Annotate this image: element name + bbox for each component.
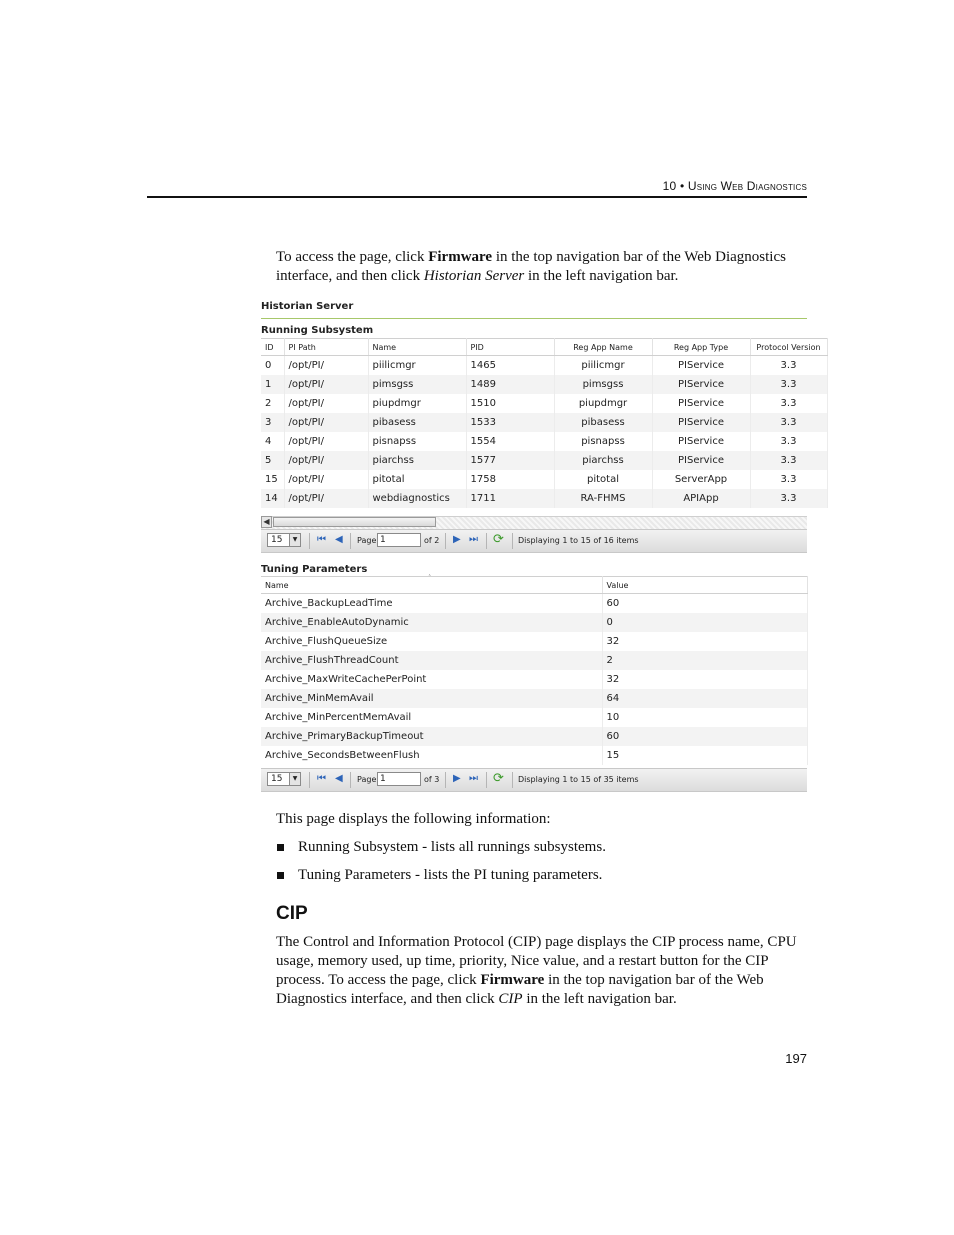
column-header-protocol-version[interactable]: Protocol Version	[750, 339, 827, 356]
table-row[interactable]	[261, 432, 827, 451]
table-cell: 3.3	[750, 451, 827, 470]
table-cell: 60	[602, 727, 807, 746]
table-cell: piilicmgr	[368, 356, 466, 376]
table-cell: 32	[602, 670, 807, 689]
table-cell: Archive_PrimaryBackupTimeout	[261, 727, 602, 746]
page-number: 197	[785, 1051, 807, 1066]
cip-paragraph	[276, 933, 811, 1009]
bullet-square-icon	[277, 872, 284, 879]
table-cell: Archive_MinPercentMemAvail	[261, 708, 602, 727]
cip-text-2: in the top navigation bar of the Web Diagnostics interface, and then click	[276, 972, 764, 1007]
table-cell: /opt/PI/	[284, 413, 368, 432]
table-cell: 64	[602, 689, 807, 708]
table-cell: Archive_SecondsBetweenFlush	[261, 746, 602, 765]
table-cell: APIApp	[652, 489, 750, 508]
title-divider	[261, 318, 807, 319]
table-row[interactable]	[261, 413, 827, 432]
table-cell: 3.3	[750, 470, 827, 489]
bullet-text: Running Subsystem - lists all runnings subsystems.	[298, 839, 606, 855]
tuning-parameters-title: Tuning Parameters	[261, 564, 368, 575]
table-cell: /opt/PI/	[284, 375, 368, 394]
table-row[interactable]	[261, 727, 807, 746]
table-cell: 15	[602, 746, 807, 765]
table-cell: Archive_MaxWriteCachePerPoint	[261, 670, 602, 689]
table-cell: 5	[261, 451, 284, 470]
last-page-icon[interactable]: ⏭	[469, 773, 478, 784]
table-row[interactable]	[261, 708, 807, 727]
running-subsystem-title: Running Subsystem	[261, 325, 374, 336]
column-header-reg-app-type[interactable]: Reg App Type	[652, 339, 750, 356]
table-cell: pimsgss	[554, 375, 652, 394]
table-row[interactable]	[261, 375, 827, 394]
table-cell: 32	[602, 632, 807, 651]
table-row[interactable]	[261, 746, 807, 765]
table-cell: piarchss	[554, 451, 652, 470]
table-cell: PIService	[652, 413, 750, 432]
table-cell: Archive_BackupLeadTime	[261, 594, 602, 614]
intro-paragraph	[276, 248, 811, 286]
table-cell: 3.3	[750, 489, 827, 508]
last-page-icon[interactable]: ⏭	[469, 534, 478, 545]
paging-summary: Displaying 1 to 15 of 35 items	[518, 775, 639, 784]
running-header	[560, 179, 807, 193]
page-size-value: 15	[271, 535, 283, 545]
pager-separator	[309, 533, 310, 549]
refresh-icon[interactable]: ⟳	[493, 532, 504, 547]
table-cell: 1510	[466, 394, 554, 413]
chevron-down-icon: ▼	[289, 534, 300, 546]
pager-separator	[486, 772, 487, 788]
previous-page-icon[interactable]: ◀	[335, 773, 343, 784]
info-lead-in: This page displays the following information:	[276, 811, 551, 827]
table-row[interactable]	[261, 394, 827, 413]
table-cell: RA-FHMS	[554, 489, 652, 508]
table-cell: 14	[261, 489, 284, 508]
pager-separator	[486, 533, 487, 549]
table-cell: piarchss	[368, 451, 466, 470]
page-label: Page	[357, 536, 377, 545]
table-row[interactable]	[261, 670, 807, 689]
page-size-value: 15	[271, 774, 283, 784]
running-subsystem-grid	[261, 338, 828, 508]
table-row[interactable]	[261, 489, 827, 508]
column-header-reg-app-name[interactable]: Reg App Name	[554, 339, 652, 356]
tuning-parameters-pager	[261, 768, 807, 792]
table-cell: 1758	[466, 470, 554, 489]
cip-italic: CIP	[498, 991, 523, 1007]
cip-bold-firmware: Firmware	[480, 972, 545, 988]
scrollbar-thumb[interactable]	[273, 517, 436, 527]
previous-page-icon[interactable]: ◀	[335, 534, 343, 545]
table-cell: 15	[261, 470, 284, 489]
pager-separator	[350, 533, 351, 549]
table-cell: 3	[261, 413, 284, 432]
intro-text-1: To access the page, click	[276, 249, 429, 265]
table-cell: 3.3	[750, 375, 827, 394]
table-cell: pibasess	[368, 413, 466, 432]
table-cell: piilicmgr	[554, 356, 652, 376]
historian-server-title: Historian Server	[261, 301, 354, 312]
intro-italic-historian: Historian Server	[423, 268, 525, 284]
table-cell: pibasess	[554, 413, 652, 432]
next-page-icon[interactable]: ▶	[453, 534, 461, 545]
table-cell: Archive_EnableAutoDynamic	[261, 613, 602, 632]
grid-header-row	[261, 339, 827, 356]
page-count: of 3	[424, 775, 440, 784]
table-cell: pimsgss	[368, 375, 466, 394]
table-cell: Archive_FlushThreadCount	[261, 651, 602, 670]
table-cell: 1554	[466, 432, 554, 451]
scroll-left-icon[interactable]: ◀	[261, 516, 272, 528]
table-cell: webdiagnostics	[368, 489, 466, 508]
table-row[interactable]	[261, 356, 827, 376]
table-cell: 1577	[466, 451, 554, 470]
table-cell: ServerApp	[652, 470, 750, 489]
table-row[interactable]	[261, 651, 807, 670]
table-cell: pisnapss	[554, 432, 652, 451]
cip-text-1: The Control and Information Protocol (CIP) page displays the CIP process name, CPU usage, memory used, up time, priority, Nice value, and a restart button for the CIP process. To access the page, click	[276, 934, 797, 988]
table-cell: Archive_FlushQueueSize	[261, 632, 602, 651]
bullet-text: Tuning Parameters - lists the PI tuning parameters.	[298, 867, 603, 883]
pager-separator	[512, 533, 513, 549]
table-cell: PIService	[652, 394, 750, 413]
page-size-select[interactable]	[267, 533, 301, 547]
chapter-title: 10 • Using Web Diagnostics	[662, 179, 807, 193]
table-cell: 2	[261, 394, 284, 413]
table-cell: 4	[261, 432, 284, 451]
grid-header-row	[261, 577, 807, 594]
pager-separator	[309, 772, 310, 788]
table-row[interactable]	[261, 632, 807, 651]
column-header-value[interactable]: Value	[602, 577, 807, 594]
column-header-id[interactable]: ID	[261, 339, 284, 356]
page-number-input[interactable]: 1	[377, 772, 421, 786]
column-header-pid[interactable]: PID	[466, 339, 554, 356]
cip-heading: CIP	[276, 903, 308, 924]
chevron-down-icon: ▼	[289, 773, 300, 785]
table-cell: /opt/PI/	[284, 432, 368, 451]
column-header-name[interactable]: Name	[368, 339, 466, 356]
table-cell: /opt/PI/	[284, 356, 368, 376]
table-cell: /opt/PI/	[284, 394, 368, 413]
table-row[interactable]	[261, 451, 827, 470]
running-subsystem-pager	[261, 529, 807, 553]
table-cell: 60	[602, 594, 807, 614]
intro-text-3: in the left navigation bar.	[524, 268, 679, 284]
bullet-square-icon	[277, 844, 284, 851]
table-cell: 1489	[466, 375, 554, 394]
refresh-icon[interactable]: ⟳	[493, 771, 504, 786]
running-subsystem-rows	[261, 356, 827, 509]
first-page-icon[interactable]: ⏮	[317, 534, 326, 545]
column-header-pi-path[interactable]: PI Path	[284, 339, 368, 356]
table-cell: 0	[602, 613, 807, 632]
page-count: of 2	[424, 536, 440, 545]
table-cell: 3.3	[750, 413, 827, 432]
table-cell: Archive_MinMemAvail	[261, 689, 602, 708]
pager-separator	[445, 772, 446, 788]
intro-bold-firmware: Firmware	[428, 249, 493, 265]
column-header-name[interactable]: Name	[261, 577, 602, 594]
intro-text-2: in the top navigation bar of the Web Diagnostics interface, and then click	[276, 249, 786, 284]
next-page-icon[interactable]: ▶	[453, 773, 461, 784]
table-cell: /opt/PI/	[284, 470, 368, 489]
table-cell: 1465	[466, 356, 554, 376]
table-cell: pitotal	[368, 470, 466, 489]
page-number-input[interactable]: 1	[377, 533, 421, 547]
table-cell: 0	[261, 356, 284, 376]
table-row[interactable]	[261, 689, 807, 708]
table-cell: piupdmgr	[554, 394, 652, 413]
header-rule	[147, 196, 807, 198]
tuning-parameters-grid	[261, 576, 808, 765]
table-cell: 2	[602, 651, 807, 670]
table-cell: 1	[261, 375, 284, 394]
table-row[interactable]	[261, 594, 807, 614]
pager-separator	[350, 772, 351, 788]
table-cell: 3.3	[750, 356, 827, 376]
table-cell: piupdmgr	[368, 394, 466, 413]
table-cell: 10	[602, 708, 807, 727]
paging-summary: Displaying 1 to 15 of 16 items	[518, 536, 639, 545]
table-cell: PIService	[652, 432, 750, 451]
table-cell: 3.3	[750, 394, 827, 413]
pager-separator	[512, 772, 513, 788]
table-cell: /opt/PI/	[284, 489, 368, 508]
table-cell: PIService	[652, 451, 750, 470]
table-cell: 1711	[466, 489, 554, 508]
table-cell: 1533	[466, 413, 554, 432]
page-label: Page	[357, 775, 377, 784]
table-cell: PIService	[652, 375, 750, 394]
table-row[interactable]	[261, 470, 827, 489]
pager-separator	[445, 533, 446, 549]
table-cell: /opt/PI/	[284, 451, 368, 470]
first-page-icon[interactable]: ⏮	[317, 773, 326, 784]
table-cell: pitotal	[554, 470, 652, 489]
table-cell: PIService	[652, 356, 750, 376]
tuning-parameters-rows	[261, 594, 807, 766]
table-cell: 3.3	[750, 432, 827, 451]
cip-text-3: in the left navigation bar.	[522, 991, 677, 1007]
page-size-select[interactable]	[267, 772, 301, 786]
table-cell: pisnapss	[368, 432, 466, 451]
table-row[interactable]	[261, 613, 807, 632]
